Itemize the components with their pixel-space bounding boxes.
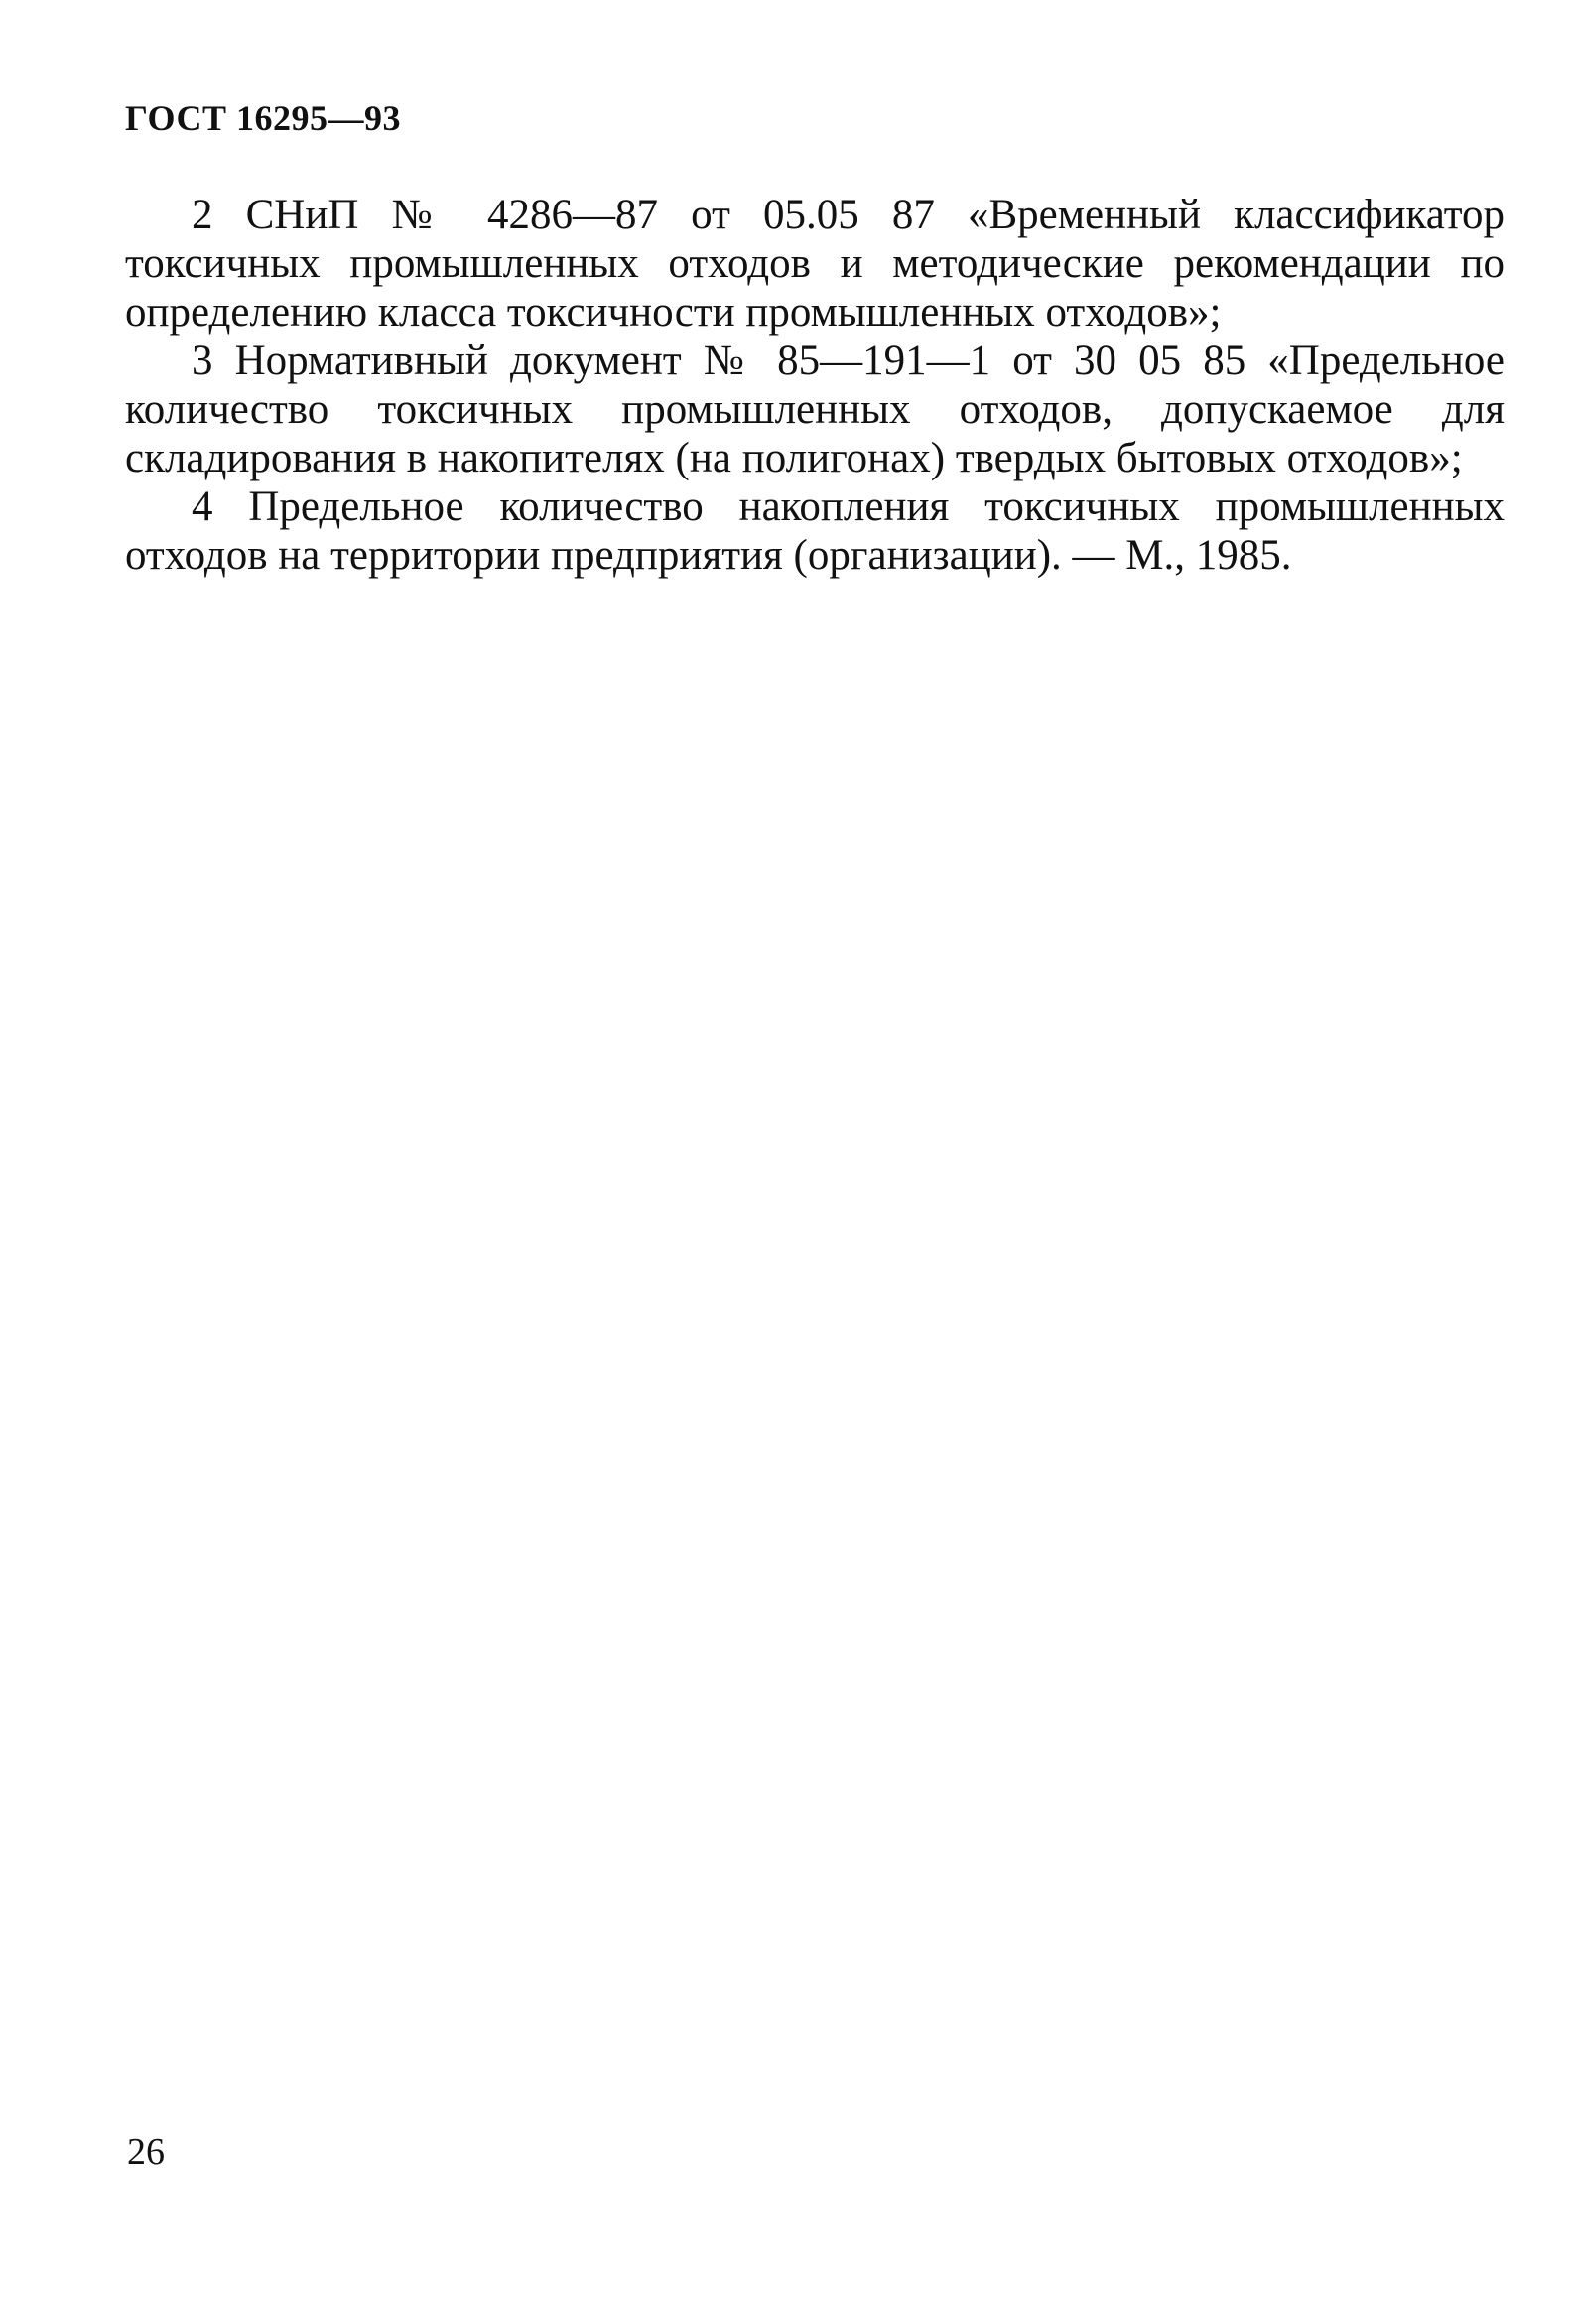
- page-number: 26: [127, 2131, 165, 2173]
- page-header: ГОСТ 16295—93: [125, 98, 401, 138]
- reference-entry-4: 4 Предельное количество накопления токсичных промышленных отходов на территории предприятия (организации). — М., 1985.: [125, 483, 1505, 579]
- reference-entry-2: 2 СНиП № 4286—87 от 05.05 87 «Временный классификатор токсичных промышленных отходов и методические рекомендации по определению класса токсичности промышленных отходов»;: [125, 192, 1505, 336]
- reference-entry-3: 3 Нормативный документ № 85—191—1 от 30 05 85 «Предельное количество токсичных промышленных отходов, допускаемое для складирования в накопителях (на полигонах) твердых бытовых отходов»;: [125, 338, 1505, 481]
- reference-list: [125, 191, 1505, 580]
